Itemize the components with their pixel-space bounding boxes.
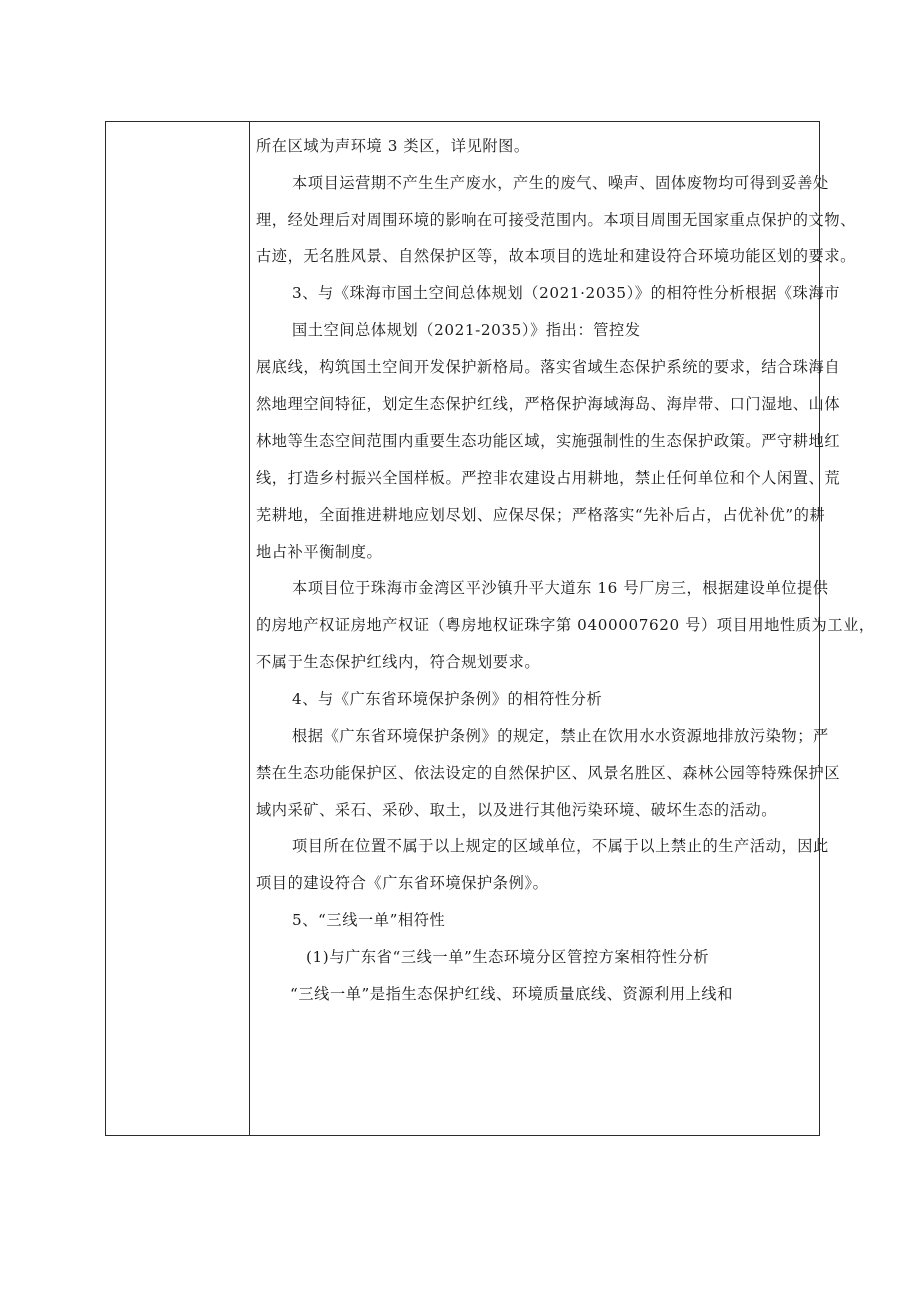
label-cell xyxy=(106,122,250,1135)
section-heading: 4、与《广东省环境保护条例》的相符性分析 xyxy=(292,690,603,708)
paragraph-line: 不属于生态保护红线内，符合规划要求。 xyxy=(256,653,541,671)
paragraph-line: 林地等生态空间范围内重要生态功能区域，实施强制性的生态保护政策。严守耕地红 xyxy=(256,432,841,450)
paragraph-line: 项目的建设符合《广东省环境保护条例》。 xyxy=(256,874,549,892)
paragraph-line: 线，打造乡村振兴全国样板。严控非农建设占用耕地，禁止任何单位和个人闲置、荒 xyxy=(256,469,841,487)
paragraph-line: 古迹，无名胜风景、自然保护区等，故本项目的选址和建设符合环境功能区划的要求。 xyxy=(256,247,856,265)
paragraph-line: 国土空间总体规划（2021-2035）》指出：管控发 xyxy=(292,321,641,339)
paragraph-line: 域内采矿、采石、采砂、取土，以及进行其他污染环境、破坏生态的活动。 xyxy=(256,801,777,819)
paragraph-line: 项目所在位置不属于以上规定的区域单位，不属于以上禁止的生产活动，因此 xyxy=(292,837,829,855)
section-heading: 3、与《珠海市国土空间总体规划（2021·2035）》的相符性分析根据《珠海市 xyxy=(292,284,841,302)
text-cell xyxy=(250,122,875,1135)
paragraph-line: 展底线，构筑国土空间开发保护新格局。落实省域生态保护系统的要求，结合珠海自 xyxy=(256,358,841,376)
paragraph-line: 然地理空间特征，划定生态保护红线，严格保护海域海岛、海岸带、口门湿地、山体 xyxy=(256,395,841,413)
paragraph-line: “三线一单”是指生态保护红线、环境质量底线、资源利用上线和 xyxy=(290,985,733,1003)
paragraph-line: 芜耕地，全面推进耕地应划尽划、应保尽保；严格落实“先补后占，占优补优”的耕 xyxy=(256,506,826,524)
paragraph-line: 地占补平衡制度。 xyxy=(256,543,383,561)
paragraph-line: 理，经处理后对周围环境的影响在可接受范围内。本项目周围无国家重点保护的文物、 xyxy=(256,211,856,229)
paragraph-line: 本项目位于珠海市金湾区平沙镇升平大道东 16 号厂房三，根据建设单位提供 xyxy=(292,579,829,597)
section-heading: 5、“三线一单”相符性 xyxy=(292,911,446,929)
content-table xyxy=(105,121,875,1136)
paragraph-line: 根据《广东省环境保护条例》的规定，禁止在饮用水水资源地排放污染物；严 xyxy=(292,727,829,745)
paragraph-line: 所在区域为声环境 3 类区，详见附图。 xyxy=(256,137,530,155)
paragraph-line: 禁在生态功能保护区、依法设定的自然保护区、风景名胜区、森林公园等特殊保护区 xyxy=(256,764,841,782)
paragraph-line: 的房地产权证房地产权证（粤房地权证珠字第 0400007620 号）项目用地性质为工业， xyxy=(256,616,875,634)
subsection-heading: (1)与广东省“三线一单”生态环境分区管控方案相符性分析 xyxy=(306,948,710,966)
paragraph-line: 本项目运营期不产生生产废水，产生的废气、噪声、固体废物均可得到妥善处 xyxy=(292,174,829,192)
